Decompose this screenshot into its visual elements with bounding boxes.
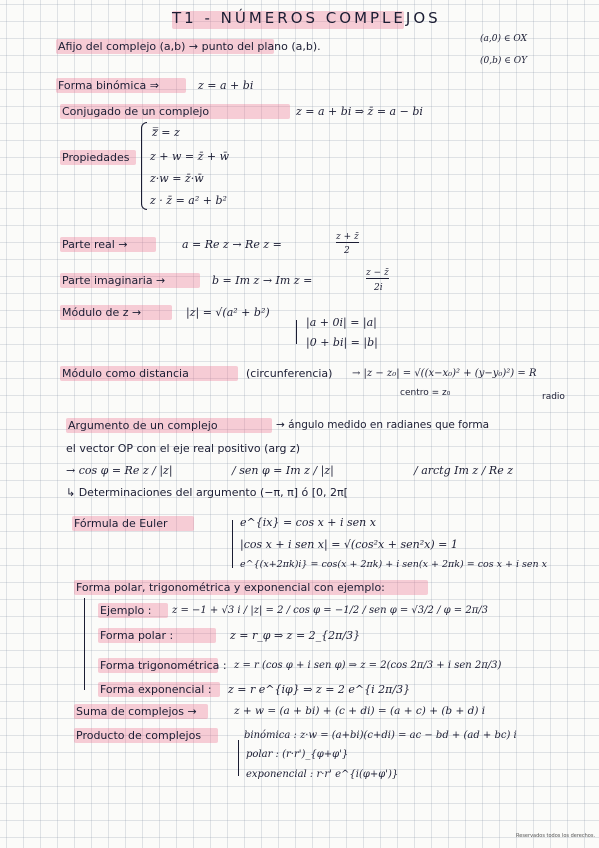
polar-formula: z = r_φ ⇒ z = 2_{2π/3} (230, 629, 361, 642)
modulo-formula: |z| = √(a² + b²) (186, 306, 270, 319)
arg-tg: / arctg Im z / Re z (414, 464, 513, 477)
propiedades-brace (141, 122, 147, 210)
euler-bracket (232, 520, 233, 568)
arg-sen: / sen φ = Im z / |z| (232, 464, 334, 477)
conjugado-formula: z = a + bi ⇒ z̄ = a − bi (296, 105, 423, 118)
distancia-label: Módulo como distancia (62, 367, 189, 380)
afijo-oy: (0,b) ∈ OY (480, 56, 528, 66)
prop-3: z·w = z̄·w̄ (150, 172, 204, 185)
formas-bracket (84, 598, 85, 690)
parte-real-formula: a = Re z → Re z = (182, 238, 282, 251)
determinaciones: ↳ Determinaciones del argumento (−π, π] ó [0, 2π[ (66, 486, 348, 499)
suma-label: Suma de complejos → (76, 705, 197, 718)
argumento-label: Argumento de un complejo (68, 419, 218, 432)
prod-binomica: binómica : z·w = (a+bi)(c+di) = ac − bd + (ad + bc) i (244, 730, 517, 741)
prop-4: z · z̄ = a² + b² (150, 194, 227, 207)
modulo-label: Módulo de z → (62, 306, 142, 319)
binomica-formula: z = a + bi (198, 79, 254, 92)
parte-real-label: Parte real → (62, 238, 128, 251)
propiedades-label: Propiedades (62, 151, 130, 164)
prod-exp: exponencial : r·r' e^{i(φ+φ')} (246, 769, 399, 780)
conjugado-label: Conjugado de un complejo (62, 105, 210, 118)
parte-imag-den: 2i (374, 283, 383, 293)
trig-formula: z = r (cos φ + i sen φ) ⇒ z = 2(cos 2π/3 + i sen 2π/3) (234, 660, 502, 671)
euler-3: e^{(x+2πk)i} = cos(x + 2πk) + i sen(x + 2πk) = cos x + i sen x (240, 559, 548, 570)
euler-label: Fórmula de Euler (74, 517, 168, 530)
arg-cos: → cos φ = Re z / |z| (66, 464, 173, 477)
parte-imag-formula: b = Im z → Im z = (212, 274, 313, 287)
exp-formula: z = r e^{iφ} ⇒ z = 2 e^{i 2π/3} (228, 683, 411, 696)
suma-formula: z + w = (a + bi) + (c + di) = (a + c) + (b + d) i (234, 705, 486, 717)
producto-bracket (238, 740, 239, 776)
afijo-line: Afijo del complejo (a,b) → punto del plano (a,b). (58, 40, 321, 53)
producto-label: Producto de complejos (76, 729, 202, 742)
afijo-ox: (a,0) ∈ OX (480, 34, 527, 44)
distancia-radio: radio (542, 392, 565, 402)
modulo-sub-1: |a + 0i| = |a| (306, 316, 377, 329)
ejemplo-label: Ejemplo : (100, 604, 152, 617)
formas-label: Forma polar, trigonométrica y exponencial con ejemplo: (76, 581, 385, 594)
prop-2: z + w = z̄ + w̄ (150, 150, 230, 163)
exp-label: Forma exponencial : (100, 683, 212, 696)
parte-real-den: 2 (344, 246, 350, 256)
prop-1: z̿ = z (152, 126, 180, 139)
ejemplo-formula: z = −1 + √3 i / |z| = 2 / cos φ = −1/2 / sen φ = √3/2 / φ = 2π/3 (172, 605, 489, 616)
distancia-centro: centro = z₀ (400, 388, 451, 398)
footer-text: Reservados todos los derechos. (516, 833, 596, 839)
argumento-text-2: el vector OP con el eje real positivo (arg z) (66, 442, 301, 455)
euler-2: |cos x + i sen x| = √(cos²x + sen²x) = 1 (240, 538, 458, 551)
parte-imag-num: z − z̄ (366, 268, 389, 278)
trig-label: Forma trigonométrica : (100, 659, 227, 672)
binomica-label: Forma binómica ⇒ (58, 79, 159, 92)
page-title: T1 - NÚMEROS COMPLEJOS (172, 9, 441, 27)
argumento-text-1: → ángulo medido en radianes que forma (276, 419, 490, 431)
polar-label: Forma polar : (100, 629, 174, 642)
modulo-sub-2: |0 + bi| = |b| (306, 336, 378, 349)
distancia-formula: → |z − z₀| = √((x−x₀)² + (y−y₀)²) = R (352, 368, 537, 379)
distancia-paren: (circunferencia) (246, 367, 333, 380)
parte-imag-label: Parte imaginaria → (62, 274, 166, 287)
modulo-bracket (296, 320, 297, 344)
parte-real-num: z + z̄ (336, 232, 359, 242)
prod-polar: polar : (r·r')_{φ+φ'} (246, 749, 349, 760)
euler-1: e^{ix} = cos x + i sen x (240, 516, 376, 529)
